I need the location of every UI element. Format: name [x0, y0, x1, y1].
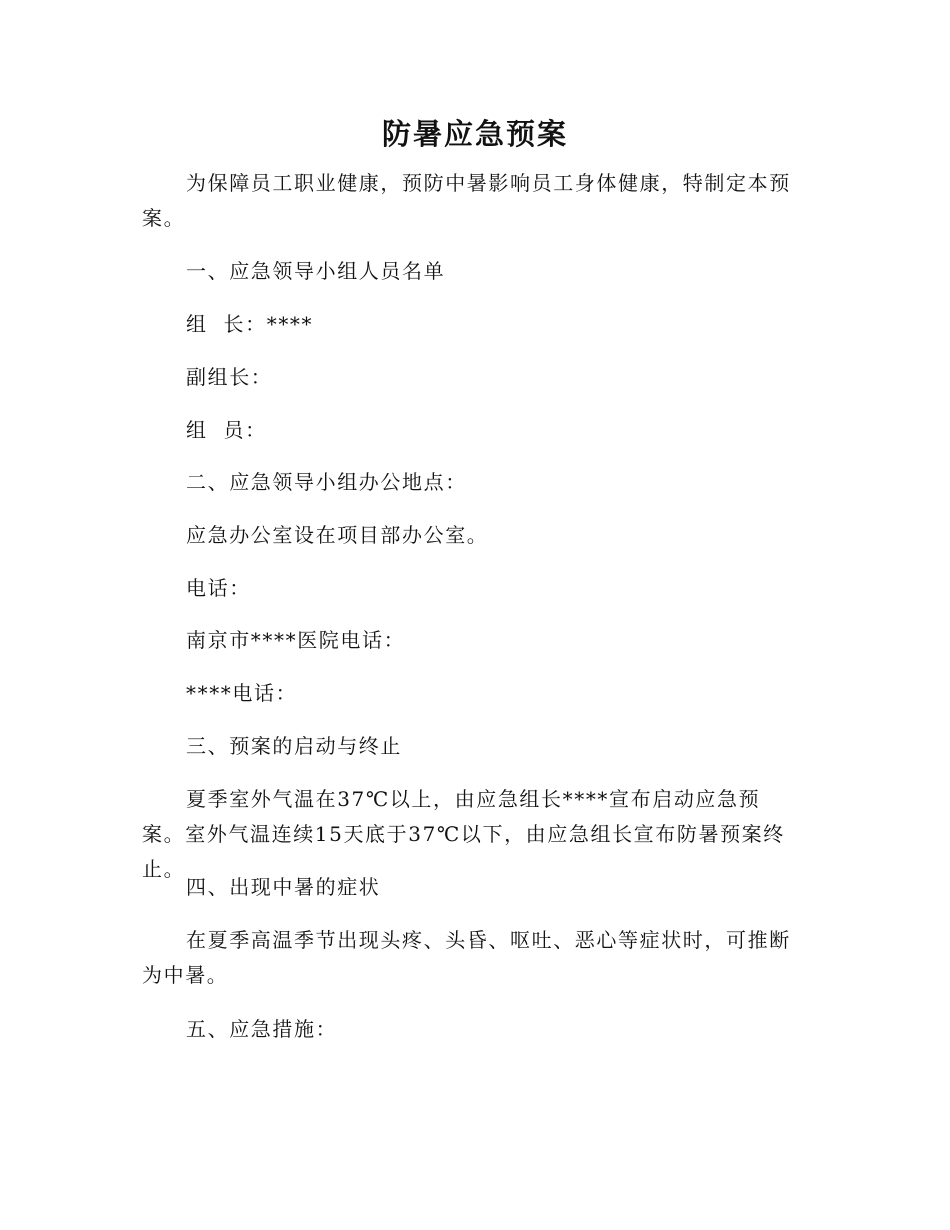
other-phone-line: ****电话：: [186, 681, 298, 705]
section5-heading: 五、应急措施：: [186, 1017, 338, 1041]
section4-body: 在夏季高温季节出现头疼、头昏、呕吐、恶心等症状时，可推断为中暑。: [142, 928, 791, 987]
document-title: 防暑应急预案: [381, 117, 568, 151]
phone-line: 电话：: [186, 576, 251, 600]
section2-heading: 二、应急领导小组办公地点：: [186, 470, 467, 494]
section1-heading: 一、应急领导小组人员名单: [186, 259, 446, 283]
leader-line: 组 长：****: [186, 312, 314, 336]
office-location-line: 应急办公室设在项目部办公室。: [186, 523, 489, 547]
deputy-leader-line: 副组长：: [186, 365, 273, 389]
section3-body: 夏季室外气温在37℃以上，由应急组长****宣布启动应急预案。室外气温连续15天底于37℃以下，由应急组长宣布防暑预案终止。: [142, 787, 785, 881]
section4-heading: 四、出现中暑的症状: [186, 875, 381, 899]
hospital-phone-line: 南京市****医院电话：: [186, 628, 406, 652]
intro-paragraph: 为保障员工职业健康，预防中暑影响员工身体健康，特制定本预案。: [142, 171, 791, 230]
member-line: 组 员：: [186, 418, 267, 442]
section3-heading: 三、预案的启动与终止: [186, 734, 402, 758]
